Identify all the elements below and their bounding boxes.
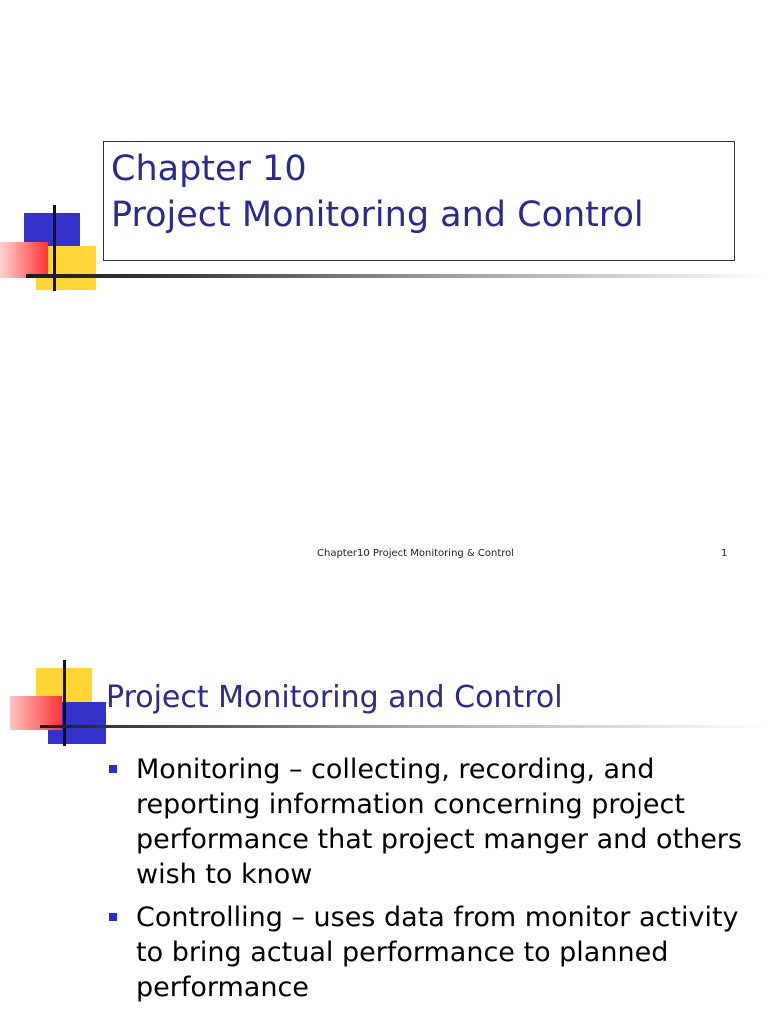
bullet-list xyxy=(107,752,747,1013)
bullet-item xyxy=(107,900,747,1005)
bullet-item xyxy=(107,752,747,892)
title-line-1: Chapter 10 xyxy=(111,149,307,189)
bullet-text: Controlling – uses data from monitor activity to bring actual performance to planned performance xyxy=(136,902,739,1003)
title-rule xyxy=(40,725,768,728)
slide-2 xyxy=(0,592,768,1024)
square-bullet-icon xyxy=(109,913,117,921)
deco-vertical-line xyxy=(63,660,66,746)
bullet-text: Monitoring – collecting, recording, and reporting information concerning project performance that project manger and others wish to know xyxy=(136,754,742,890)
deco-square-red xyxy=(0,242,48,278)
title-box xyxy=(103,141,735,261)
deco-vertical-line xyxy=(53,205,56,291)
title-line-2: Project Monitoring and Control xyxy=(111,195,644,235)
title-rule xyxy=(26,274,768,278)
page-number: 1 xyxy=(721,548,728,559)
slide-footer: Chapter10 Project Monitoring & Control xyxy=(317,548,515,559)
square-bullet-icon xyxy=(109,765,117,773)
slide-title: Project Monitoring and Control xyxy=(106,680,563,715)
